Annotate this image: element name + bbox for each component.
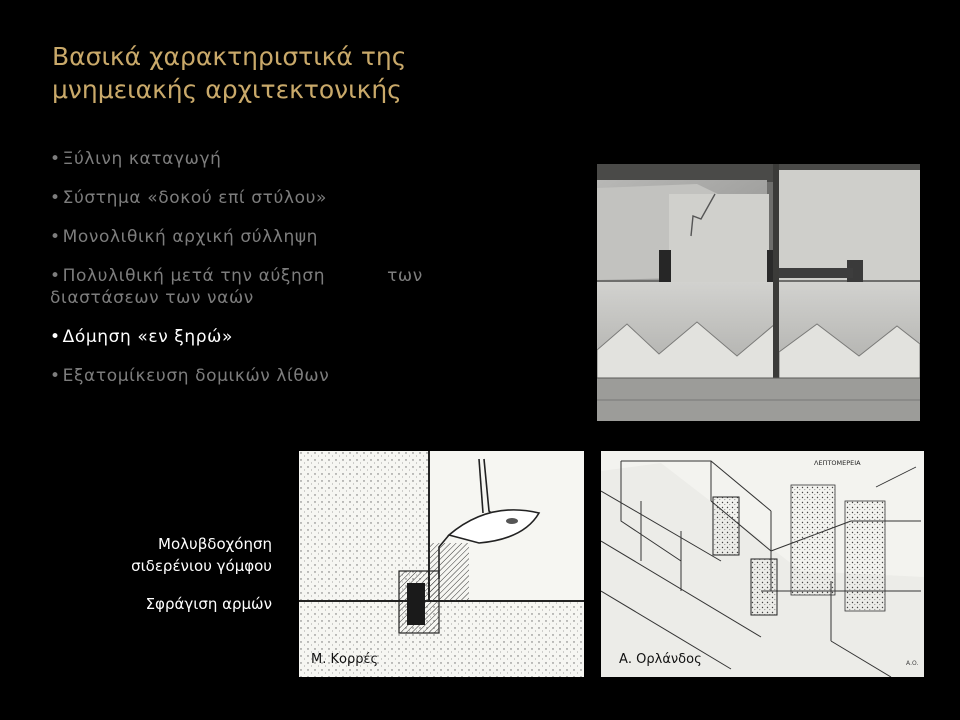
bullet-item-active: • Δόμηση «εν ξηρώ» (50, 327, 233, 347)
title-line-1: Βασικά χαρακτηριστικά της (52, 42, 407, 71)
bullet-item: • Πολυλιθική μετά την αύξηση των διαστάσεων των ναών (50, 266, 423, 308)
bullet-item: • Μονολιθική αρχική σύλληψη (50, 227, 319, 247)
detail-label: ΛΕΠΤΟΜΕΡΕΙΑ (814, 459, 861, 467)
lead-pouring-sketch (299, 451, 584, 677)
side-label-seal: Σφράγιση αρμών (145, 595, 272, 613)
title-line-2: μνημειακής αρχιτεκτονικής (52, 75, 402, 104)
stone-clamp-photo (597, 164, 920, 421)
bullet-item: • Σύστημα «δοκού επί στύλου» (50, 188, 328, 208)
side-label-clamp: σιδερένιου γόμφου (131, 557, 272, 575)
bullet-list (50, 148, 470, 404)
sketch-initials: Α.Ο. (906, 660, 919, 667)
lead-pouring-drawing (299, 451, 584, 677)
side-labels (131, 533, 272, 615)
bullet-item: • Εξατομίκευση δομικών λίθων (50, 366, 330, 386)
side-label-lead: Μολυβδοχόηση (158, 535, 272, 553)
stone-clamp-photo-drawing (597, 164, 920, 421)
caption-korres: Μ. Κορρές (311, 652, 379, 667)
stepped-blocks-drawing (601, 451, 924, 677)
stepped-blocks-sketch (601, 451, 924, 677)
caption-orlandos: Α. Ορλάνδος (619, 652, 702, 667)
bullet-item: • Ξύλινη καταγωγή (50, 149, 222, 169)
slide-title (52, 40, 406, 106)
